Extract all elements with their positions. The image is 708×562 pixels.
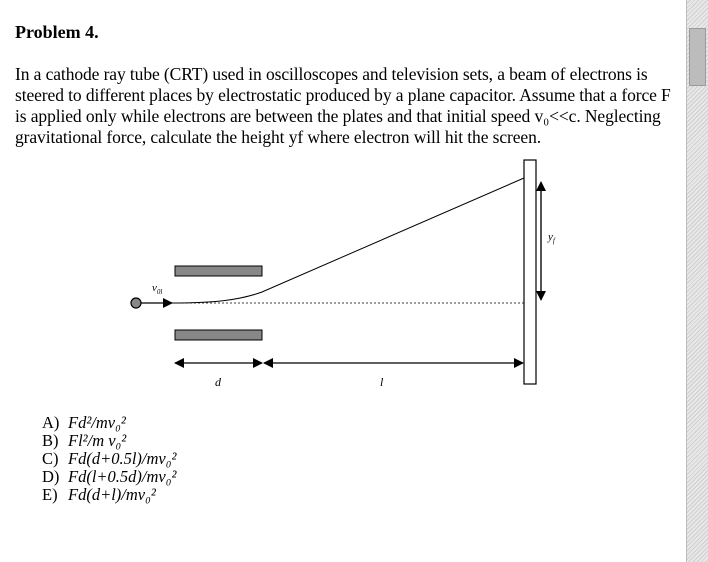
upper-plate: [175, 266, 262, 276]
option-expression: Fd(d+l)/mv₀²: [68, 485, 156, 504]
problem-statement: In a cathode ray tube (CRT) used in oscilloscopes and television sets, a beam of electrons is steered to different places by electrostatic produced by a plane capacitor. Assume that a force F is applied only while electrons are between the plates and that initial speed v₀<<c. Neglecting gravitational force, calculate the height yf where electron will hit the screen.: [15, 64, 671, 147]
l-label: l: [380, 375, 384, 389]
electron-trajectory: [172, 178, 524, 303]
problem-heading: Problem 4.: [15, 22, 99, 42]
option-e[interactable]: [42, 486, 176, 504]
option-expression: Fd²/mv₀²: [68, 413, 126, 432]
d-label: d: [215, 375, 221, 389]
electron-source-icon: [131, 298, 141, 308]
option-a[interactable]: [42, 414, 176, 432]
option-label: A): [42, 413, 60, 432]
option-expression: Fd(d+0.5l)/mv₀²: [68, 449, 177, 468]
lower-plate: [175, 330, 262, 340]
option-d[interactable]: [42, 468, 176, 486]
vertical-scrollbar[interactable]: [686, 0, 708, 562]
option-label: E): [42, 485, 58, 504]
option-label: C): [42, 449, 59, 468]
velocity-subscript: 0l: [156, 288, 163, 296]
scrollbar-thumb[interactable]: [689, 28, 706, 86]
option-expression: Fl²/m v₀²: [68, 431, 127, 450]
screen: [524, 160, 536, 384]
option-c[interactable]: [42, 450, 176, 468]
yf-symbol: y: [548, 231, 553, 243]
velocity-label: [152, 282, 162, 296]
crt-diagram: [0, 150, 600, 400]
yf-label: [547, 231, 556, 245]
option-label: D): [42, 467, 60, 486]
answer-options: [42, 414, 176, 504]
velocity-symbol: v: [152, 282, 157, 294]
yf-subscript: f: [552, 237, 555, 245]
option-expression: Fd(l+0.5d)/mv₀²: [68, 467, 177, 486]
option-b[interactable]: [42, 432, 176, 450]
option-label: B): [42, 431, 59, 450]
